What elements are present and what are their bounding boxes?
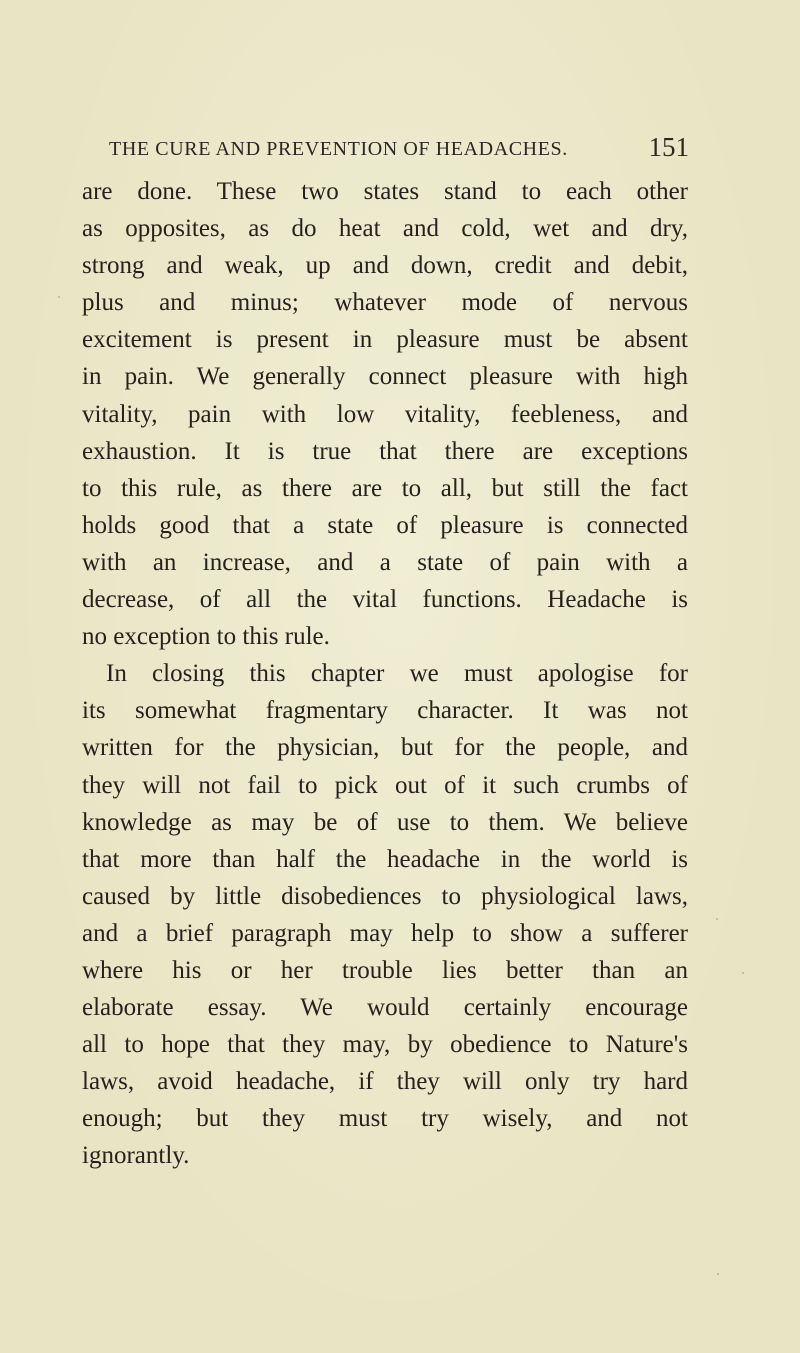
text-line: elaborate essay. We would certainly encourage (82, 994, 688, 1022)
text-line: caused by little disobediences to physiological laws, (82, 882, 688, 910)
text-line: In closing this chapter we must apologise for (106, 660, 688, 688)
text-line: with an increase, and a state of pain with a (82, 548, 688, 576)
running-title: THE CURE AND PREVENTION OF HEADACHES. (109, 138, 568, 160)
text-line: in pain. We generally connect pleasure with high (82, 363, 688, 391)
text-line: written for the physician, but for the people, and (82, 734, 688, 762)
text-line: laws, avoid headache, if they will only try hard (82, 1068, 688, 1096)
text-line: enough; but they must try wisely, and not (82, 1105, 688, 1133)
text-line: that more than half the headache in the world is (82, 845, 688, 873)
text-line: its somewhat fragmentary character. It was not (82, 697, 688, 725)
text-line: exhaustion. It is true that there are exceptions (82, 437, 688, 465)
text-line: as opposites, as do heat and cold, wet and dry, (82, 215, 688, 243)
text-line: strong and weak, up and down, credit and debit, (82, 252, 688, 280)
paper-speck (716, 918, 718, 920)
text-line: all to hope that they may, by obedience to Nature's (82, 1031, 688, 1059)
text-line: holds good that a state of pleasure is connected (82, 511, 688, 539)
page-number: 151 (648, 132, 689, 162)
text-line: vitality, pain with low vitality, feebleness, and (82, 400, 688, 428)
text-line: are done. These two states stand to each other (82, 178, 688, 205)
text-line: where his or her trouble lies better than an (82, 956, 688, 984)
text-line: plus and minus; whatever mode of nervous (82, 289, 688, 317)
paper-speck (742, 972, 744, 974)
text-line: no exception to this rule. (82, 623, 330, 651)
body-text (82, 173, 688, 1175)
paper-speck (717, 1273, 719, 1275)
text-line: ignorantly. (82, 1142, 190, 1170)
running-head (109, 132, 689, 166)
text-line: knowledge as may be of use to them. We believe (82, 808, 688, 836)
text-line: they will not fail to pick out of it such crumbs of (82, 771, 688, 799)
paper-speck (58, 296, 60, 298)
text-line: excitement is present in pleasure must be absent (82, 326, 688, 354)
text-line: to this rule, as there are to all, but still the fact (82, 474, 688, 502)
text-line: decrease, of all the vital functions. Headache is (82, 586, 688, 614)
text-line: and a brief paragraph may help to show a sufferer (82, 919, 688, 947)
